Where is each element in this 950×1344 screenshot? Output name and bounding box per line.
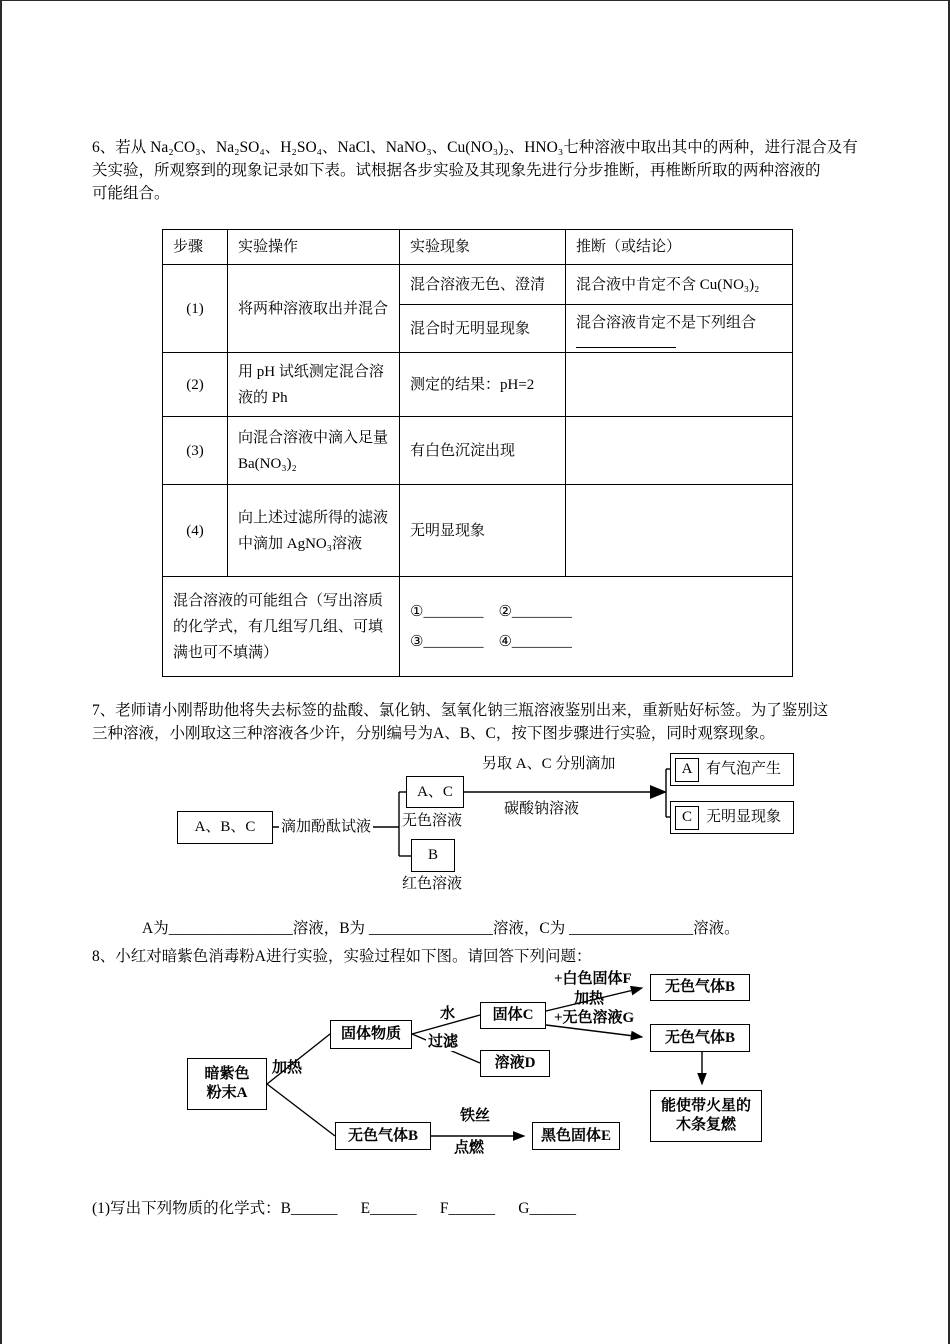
gas-b-mid-box: 无色气体B (650, 1024, 750, 1052)
question-6-line-3: 可能组合。 (92, 185, 170, 202)
iron-wire-label: 铁丝 (460, 1108, 491, 1124)
table-row (163, 485, 793, 577)
step-cell-3: (3) (163, 417, 228, 485)
add-drops-label: 另取 A、C 分别滴加 (482, 756, 616, 772)
chemical-formula-question: (1)写出下列物质的化学式：B______ E______ F______ G______ (92, 1200, 576, 1217)
header-step: 步骤 (163, 230, 228, 265)
step-cell-2: (2) (163, 353, 228, 417)
table-row (163, 417, 793, 485)
colorless-solution-g-label: +无色溶液G (554, 1010, 635, 1026)
heat-2-label: 加热 (574, 991, 605, 1007)
q7-answer-line: A为________________溶液，B为 ________________溶液，C为 ________________溶液。 (142, 920, 740, 937)
conclusion-cell-3 (566, 417, 793, 485)
phenomenon-cell-2: 测定的结果：pH=2 (400, 353, 566, 417)
result-a-box (670, 753, 794, 786)
ignite-label: 点燃 (454, 1140, 485, 1156)
question-8-text: 8、小红对暗紫色消毒粉A进行实验，实验过程如下图。请回答下列问题： (92, 948, 592, 965)
solid-product-box: 固体物质 (330, 1020, 412, 1049)
phenomenon-cell-3: 有白色沉淀出现 (400, 417, 566, 485)
sodium-carbonate-label: 碳酸钠溶液 (504, 801, 580, 817)
powder-a-line-2: 粉末A (206, 1085, 248, 1101)
powder-a-line-1: 暗紫色 (204, 1066, 250, 1082)
conclusion-cell-2 (566, 353, 793, 417)
result-c-tag-box: C (675, 806, 699, 830)
experiment-flowchart (2, 967, 950, 1167)
question-6-text (92, 136, 858, 205)
question-7-line-2: 三种溶液，小刚取这三种溶液各少许，分别编号为A、B、C，按下图步骤进行实验，同时观察现象。 (92, 725, 775, 742)
gas-b-bottom-box: 无色气体B (335, 1122, 431, 1150)
conclusion-cell-1b (566, 305, 793, 353)
combos-line-1: ①________ ②________ (410, 603, 572, 620)
red-solution-label: 红色溶液 (402, 876, 463, 892)
phenomenon-cell-1a: 混合溶液无色、澄清 (400, 265, 566, 305)
result-a-text: 有气泡产生 (706, 761, 782, 777)
header-operation: 实验操作 (228, 230, 400, 265)
result-c-text: 无明显现象 (706, 809, 782, 825)
experiment-table (162, 229, 793, 677)
black-solid-e-box: 黑色固体E (532, 1122, 620, 1150)
operation-cell-4: 向上述过滤所得的滤液中滴加 AgNO₃溶液 (228, 485, 400, 577)
colorless-solution-label: 无色溶液 (402, 813, 463, 829)
powder-a-box (187, 1058, 267, 1110)
combos-cell (400, 577, 793, 677)
table-row (163, 353, 793, 417)
relight-line-2: 木条复燃 (675, 1117, 736, 1133)
solution-d-box: 溶液D (480, 1050, 550, 1077)
combos-line-2: ③________ ④________ (410, 633, 572, 650)
relight-line-1: 能使带火星的 (660, 1098, 751, 1114)
result-a-tag-box: A (675, 758, 699, 782)
step-cell-4: (4) (163, 485, 228, 577)
operation-cell-1: 将两种溶液取出并混合 (228, 265, 400, 353)
flowchart-8-connector-lines (2, 967, 950, 1167)
filter-label: 过滤 (428, 1034, 459, 1050)
question-7-text (92, 699, 828, 745)
conclusion-cell-1a: 混合液中肯定不含 Cu(NO₃)₂ (566, 265, 793, 305)
answer-blank-line (576, 338, 676, 348)
relight-box (650, 1090, 762, 1142)
solid-c-box: 固体C (480, 1002, 546, 1029)
step-cell-1: (1) (163, 265, 228, 353)
conclusion-1b-text: 混合溶液肯定不是下列组合 (576, 314, 757, 331)
phenomenon-cell-1b: 混合时无明显现象 (400, 305, 566, 353)
ac-box: A、C (406, 776, 464, 808)
operation-cell-3: 向混合溶液中滴入足量 Ba(NO₃)₂ (228, 417, 400, 485)
operation-cell-2: 用 pH 试纸测定混合溶液的 Ph (228, 353, 400, 417)
combos-label-cell: 混合溶液的可能组合（写出溶质的化学式，有几组写几组、可填满也可不填满） (163, 577, 400, 677)
identification-flowchart (2, 746, 950, 911)
white-solid-f-label: +白色固体F (554, 971, 632, 987)
gas-b-top-box: 无色气体B (650, 974, 750, 1001)
question-6-line-1: 6、若从 Na₂CO₃、Na₂SO₄、H₂SO₄、NaCl、NaNO₃、Cu(NO₃)₂、HNO₃七种溶液中取出其中的两种，进行混合及有 (92, 139, 858, 156)
phenolphthalein-label: 滴加酚酞试液 (281, 819, 372, 835)
b-box: B (411, 839, 455, 872)
table-row (163, 265, 793, 305)
question-7-line-1: 7、老师请小刚帮助他将失去标签的盐酸、氯化钠、氢氧化钠三瓶溶液鉴别出来，重新贴好标签。为了鉴别这 (92, 702, 829, 719)
water-label: 水 (440, 1006, 456, 1022)
table-row (163, 577, 793, 677)
phenomenon-cell-4: 无明显现象 (400, 485, 566, 577)
header-phenomenon: 实验现象 (400, 230, 566, 265)
header-conclusion: 推断（或结论） (566, 230, 793, 265)
question-6-line-2: 关实验，所观察到的现象记录如下表。试根据各步实验及其现象先进行分步推断，再椎断所取的两种溶液的 (92, 162, 821, 179)
samples-box: A、B、C (177, 811, 273, 844)
result-c-box (670, 801, 794, 834)
heat-label: 加热 (272, 1060, 303, 1076)
table-header-row (163, 230, 793, 265)
arrowhead-icon (650, 785, 667, 799)
flowchart-7-connector-lines (2, 746, 950, 911)
conclusion-cell-4 (566, 485, 793, 577)
